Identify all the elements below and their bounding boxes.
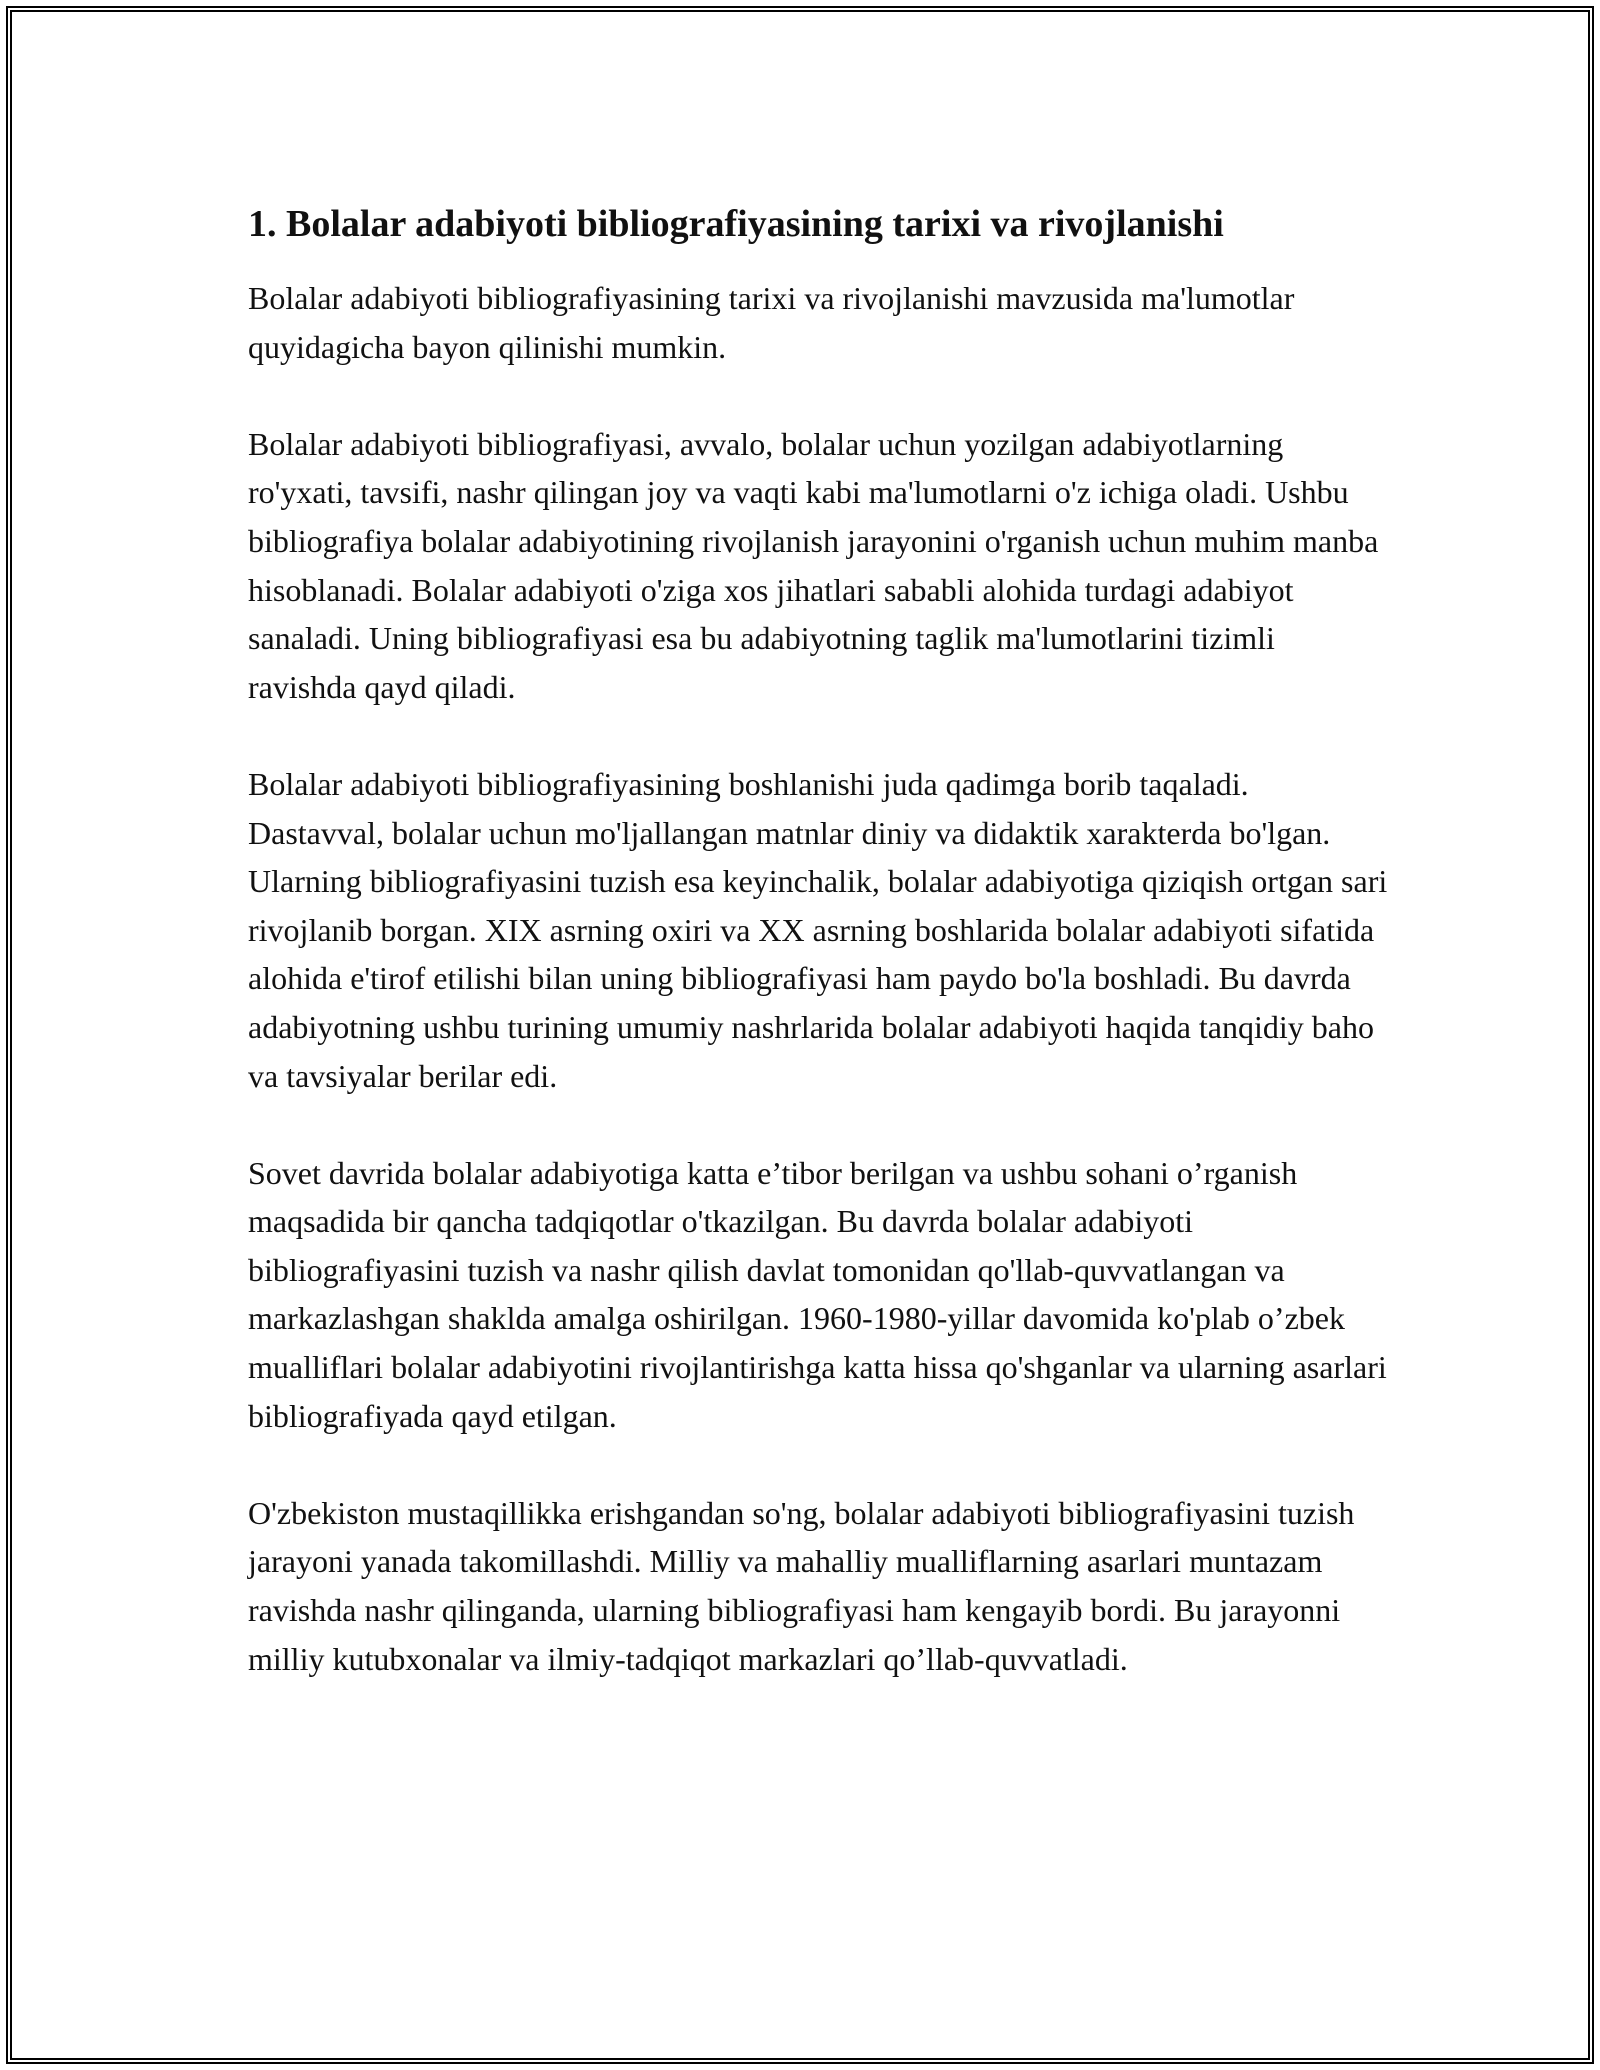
paragraph-definition: Bolalar adabiyoti bibliografiyasi, avvalo, bolalar uchun yozilgan adabiyotlarning ro'yxati, tavsifi, nashr qilingan joy va vaqti kabi ma'lumotlarni o'z ichiga oladi. Ushbu bibliografiya bolalar adabiyotining rivojlanish jarayonini o'rganish uchun muhim manba hisoblanadi. Bolalar adabiyoti o'ziga xos jihatlari sababli alohida turdagi adabiyot sanaladi. Uning bibliografiyasi esa bu adabiyotning taglik ma'lumotlarini tizimli ravishda qayd qiladi. xyxy=(248,425,1379,705)
paragraph-intro: Bolalar adabiyoti bibliografiyasining tarixi va rivojlanishi mavzusida ma'lumotlar quyidagicha bayon qilinishi mumkin. xyxy=(248,280,1295,365)
document-body xyxy=(248,198,1388,1732)
paragraph-origins: Bolalar adabiyoti bibliografiyasining boshlanishi juda qadimga borib taqaladi. Dastavval, bolalar uchun mo'ljallangan matnlar diniy va didaktik xarakterda bo'lgan. Ularning bibliografiyasini tuzish esa keyinchalik, bolalar adabiyotiga qiziqish ortgan sari rivojlanib borgan. XIX asrning oxiri va XX asrning boshlarida bolalar adabiyoti sifatida alohida e'tirof etilishi bilan uning bibliografiyasi ham paydo bo'la boshladi. Bu davrda adabiyotning ushbu turining umumiy nashrlarida bolalar adabiyoti haqida tanqidiy baho va tavsiyalar berilar edi. xyxy=(248,765,1388,1094)
section-heading: 1. Bolalar adabiyoti bibliografiyasining tarixi va rivojlanishi xyxy=(248,203,1224,245)
paragraph-soviet-era: Sovet davrida bolalar adabiyotiga katta e’tibor berilgan va ushbu sohani o’rganish maqsadida bir qancha tadqiqotlar o'tkazilgan. Bu davrda bolalar adabiyoti bibliografiyasini tuzish va nashr qilish davlat tomonidan qo'llab-quvvatlangan va markazlashgan shaklda amalga oshirilgan. 1960-1980-yillar davomida ko'plab o’zbek mualliflari bolalar adabiyotini rivojlantirishga katta hissa qo'shganlar va ularning asarlari bibliografiyada qayd etilgan. xyxy=(248,1154,1387,1434)
page-frame xyxy=(6,6,1594,2064)
paragraph-independence: O'zbekiston mustaqillikka erishgandan so'ng, bolalar adabiyoti bibliografiyasini tuzish jarayoni yanada takomillashdi. Milliy va mahalliy mualliflarning asarlari muntazam ravishda nashr qilinganda, ularning bibliografiyasi ham kengayib bordi. Bu jarayonni milliy kutubxonalar va ilmiy-tadqiqot markazlari qo’llab-quvvatladi. xyxy=(248,1494,1355,1677)
